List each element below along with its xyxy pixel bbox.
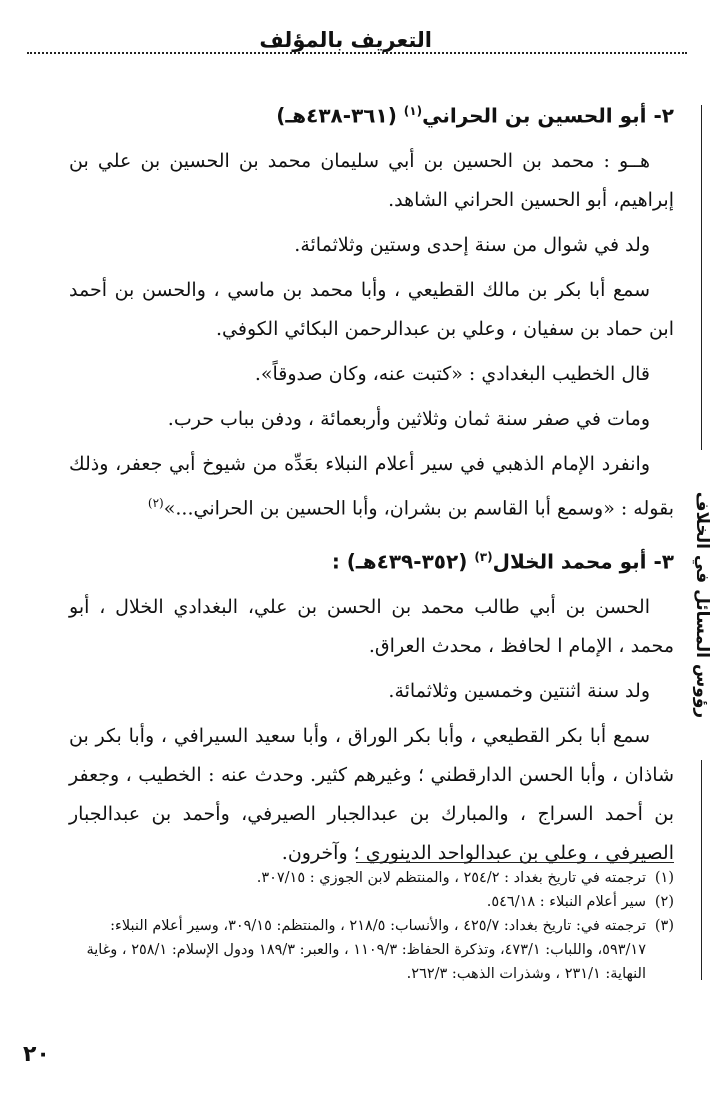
paragraph: ولد في شوال من سنة إحدى وستين وثلاثمائة. <box>294 233 650 256</box>
side-rule-top <box>701 105 702 450</box>
header-dotted-rule <box>27 52 687 54</box>
paragraph <box>69 445 674 528</box>
section-heading-3 <box>69 534 674 588</box>
footnote <box>69 890 674 914</box>
footnote-ref-2[interactable]: (٢) <box>147 495 164 510</box>
footnote-separator <box>356 862 674 863</box>
side-rule-bottom <box>701 760 702 980</box>
footnote-number: (٢) <box>654 894 674 910</box>
section-heading-2 <box>69 88 674 142</box>
footnote-ref-1[interactable]: (١) <box>403 104 423 118</box>
footnote <box>69 866 674 890</box>
main-text <box>69 88 674 879</box>
paragraph: سمع أبا بكر القطيعي ، وأبا بكر الوراق ، وأبا سعيد السيرافي ، وأبا بكر بن شاذان ، وأبا الحسن الدارقطني ؛ وغيرهم كثير. وحدث عنه : الخطيب ، وجعفر بن أحمد السراج ، والمبارك بن عبدالجبار الصيرفي، وأحمد بن عبدالجبار الصيرفي ، وعلي بن عبدالواحد الدينوري ؛ وآخرون. <box>69 724 674 864</box>
running-header <box>27 28 687 68</box>
paragraph-text: وانفرد الإمام الذهبي في سير أعلام النبلاء بعَدِّه من شيوخ أبي جعفر، وذلك بقوله : «وسمع أبا القاسم بن بشران، وأبا الحسين بن الحراني...» <box>69 452 674 519</box>
page-number: ٢٠ <box>23 1042 50 1067</box>
paragraph: هــو : محمد بن الحسين بن أبي سليمان محمد بن الحسين بن علي بن إبراهيم، أبو الحسين الحراني الشاهد. <box>69 149 674 211</box>
paragraph: سمع أبا بكر بن مالك القطيعي ، وأبا محمد بن ماسي ، والحسن بن أحمد ابن حماد بن سفيان ، وعلي بن عبدالرحمن البكائي الكوفي. <box>69 278 674 340</box>
paragraph: قال الخطيب البغدادي : «كتبت عنه، وكان صدوقاً». <box>254 362 650 385</box>
section-2-title: ٢- أبو الحسين بن الحراني <box>422 103 674 128</box>
footnote-text: سير أعلام النبلاء : ٥٤٦/١٨. <box>486 894 646 910</box>
footnote-text: ترجمته في تاريخ بغداد : ٢٥٤/٢ ، والمنتظم لابن الجوزي : ٣٠٧/١٥. <box>256 870 646 886</box>
paragraph: ولد سنة اثنتين وخمسين وثلاثمائة. <box>388 679 650 702</box>
section-3-dates: (٣٥٢-٤٣٩هـ) : <box>331 549 468 574</box>
running-header-title: التعريف بالمؤلف <box>259 28 432 52</box>
side-title: رؤوس المسائل في الخلاف <box>692 491 712 719</box>
paragraph: الحسن بن أبي طالب محمد بن الحسن بن علي، البغدادي الخلال ، أبو محمد ، الإمام ا لحافظ ، محدث العراق. <box>69 595 674 657</box>
section-2-dates: (٣٦١-٤٣٨هـ) <box>276 103 397 128</box>
paragraph: ومات في صفر سنة ثمان وثلاثين وأربعمائة ، ودفن بباب حرب. <box>167 407 650 430</box>
side-title-strip <box>684 105 720 980</box>
footnote-number: (١) <box>654 870 674 886</box>
footnotes <box>69 866 674 986</box>
footnote-ref-3[interactable]: (٣) <box>474 549 493 564</box>
footnote <box>69 914 674 986</box>
footnote-number: (٣) <box>654 918 674 934</box>
section-3-title: ٣- أبو محمد الخلال <box>492 549 674 574</box>
footnote-text: ترجمته في: تاريخ بغداد: ٤٢٥/٧ ، والأنساب: ٢١٨/٥ ، والمنتظم: ٣٠٩/١٥، وسير أعلام النبلاء: ٥٩٣/١٧، واللباب: ٤٧٣/١، وتذكرة الحفاظ: ١١٠٩/٣ ، والعبر: ١٨٩/٣ ودول الإسلام: ٢٥٨/١ ، وغاية النهاية: ٢٣١/١ ، وشذرات الذهب: ٢٦٢/٣. <box>86 918 646 982</box>
